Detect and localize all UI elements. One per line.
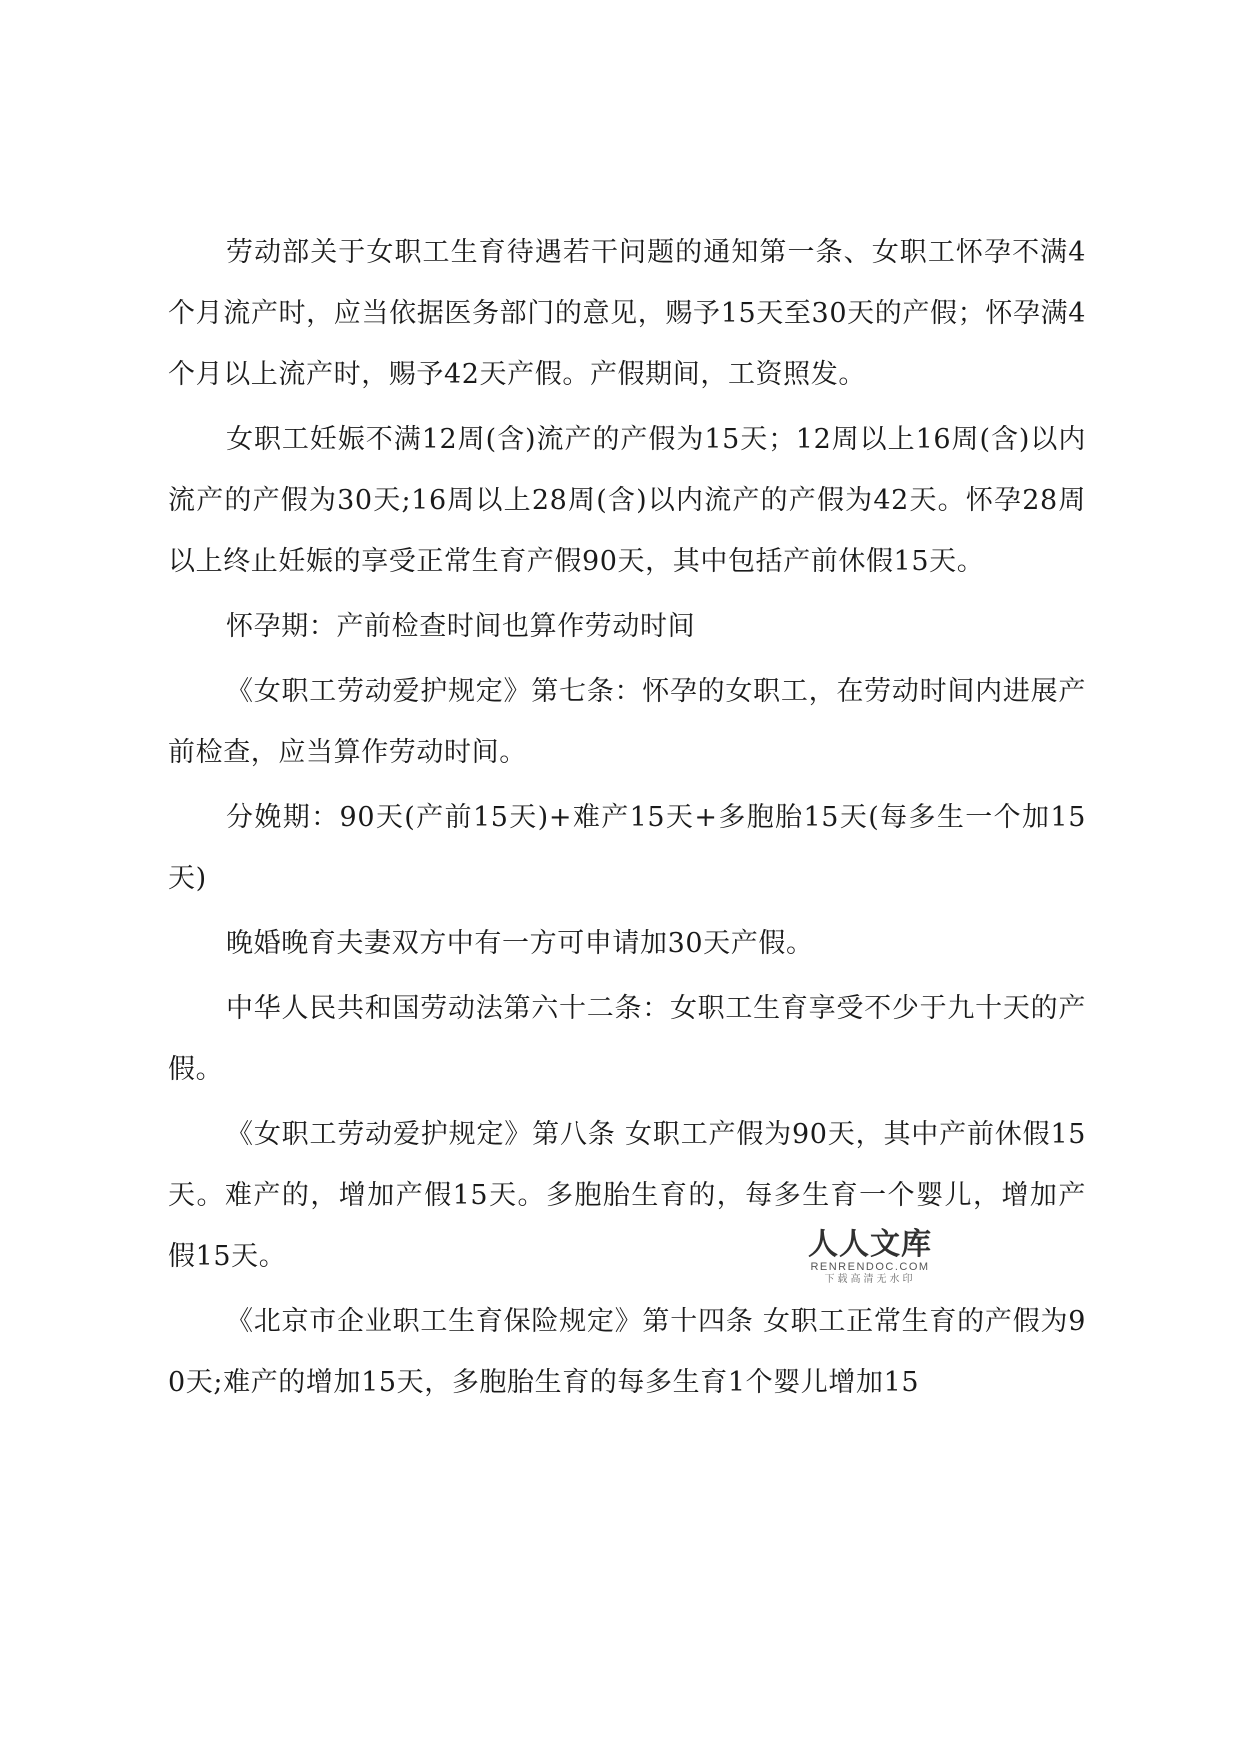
- paragraph: 晚婚晚育夫妻双方中有一方可申请加30天产假。: [226, 928, 814, 959]
- watermark-slogan: 下载高清无水印: [824, 1274, 916, 1285]
- paragraph: 《女职工劳动爱护规定》第八条 女职工产假为90天，其中产前休假15天。难产的，增加产假15天。多胞胎生育的，每多生育一个婴儿，增加产假15天。: [168, 1119, 1086, 1272]
- paragraph: 《女职工劳动爱护规定》第七条：怀孕的女职工，在劳动时间内进展产前检查，应当算作劳动时间。: [168, 676, 1086, 768]
- document-body: [168, 222, 1086, 1413]
- paragraph: 女职工妊娠不满12周(含)流产的产假为15天；12周以上16周(含)以内流产的产假为30天;16周以上28周(含)以内流产的产假为42天。怀孕28周以上终止妊娠的享受正常生育产假90天，其中包括产前休假15天。: [168, 424, 1086, 577]
- paragraph: 中华人民共和国劳动法第六十二条：女职工生育享受不少于九十天的产假。: [168, 993, 1086, 1085]
- paragraph: 劳动部关于女职工生育待遇若干问题的通知第一条、女职工怀孕不满4个月流产时，应当依据医务部门的意见，赐予15天至30天的产假；怀孕满4个月以上流产时，赐予42天产假。产假期间，工资照发。: [168, 237, 1086, 390]
- paragraph: 怀孕期：产前检查时间也算作劳动时间: [226, 611, 696, 642]
- watermark-logo: [800, 1227, 940, 1285]
- paragraph: 分娩期：90天(产前15天)+难产15天+多胞胎15天(每多生一个加15天): [168, 802, 1086, 894]
- watermark-domain: RENRENDOC.COM: [810, 1261, 930, 1273]
- watermark-title: 人人文库: [808, 1227, 932, 1262]
- paragraph: 《北京市企业职工生育保险规定》第十四条 女职工正常生育的产假为90天;难产的增加15天，多胞胎生育的每多生育1个婴儿增加15: [168, 1306, 1086, 1398]
